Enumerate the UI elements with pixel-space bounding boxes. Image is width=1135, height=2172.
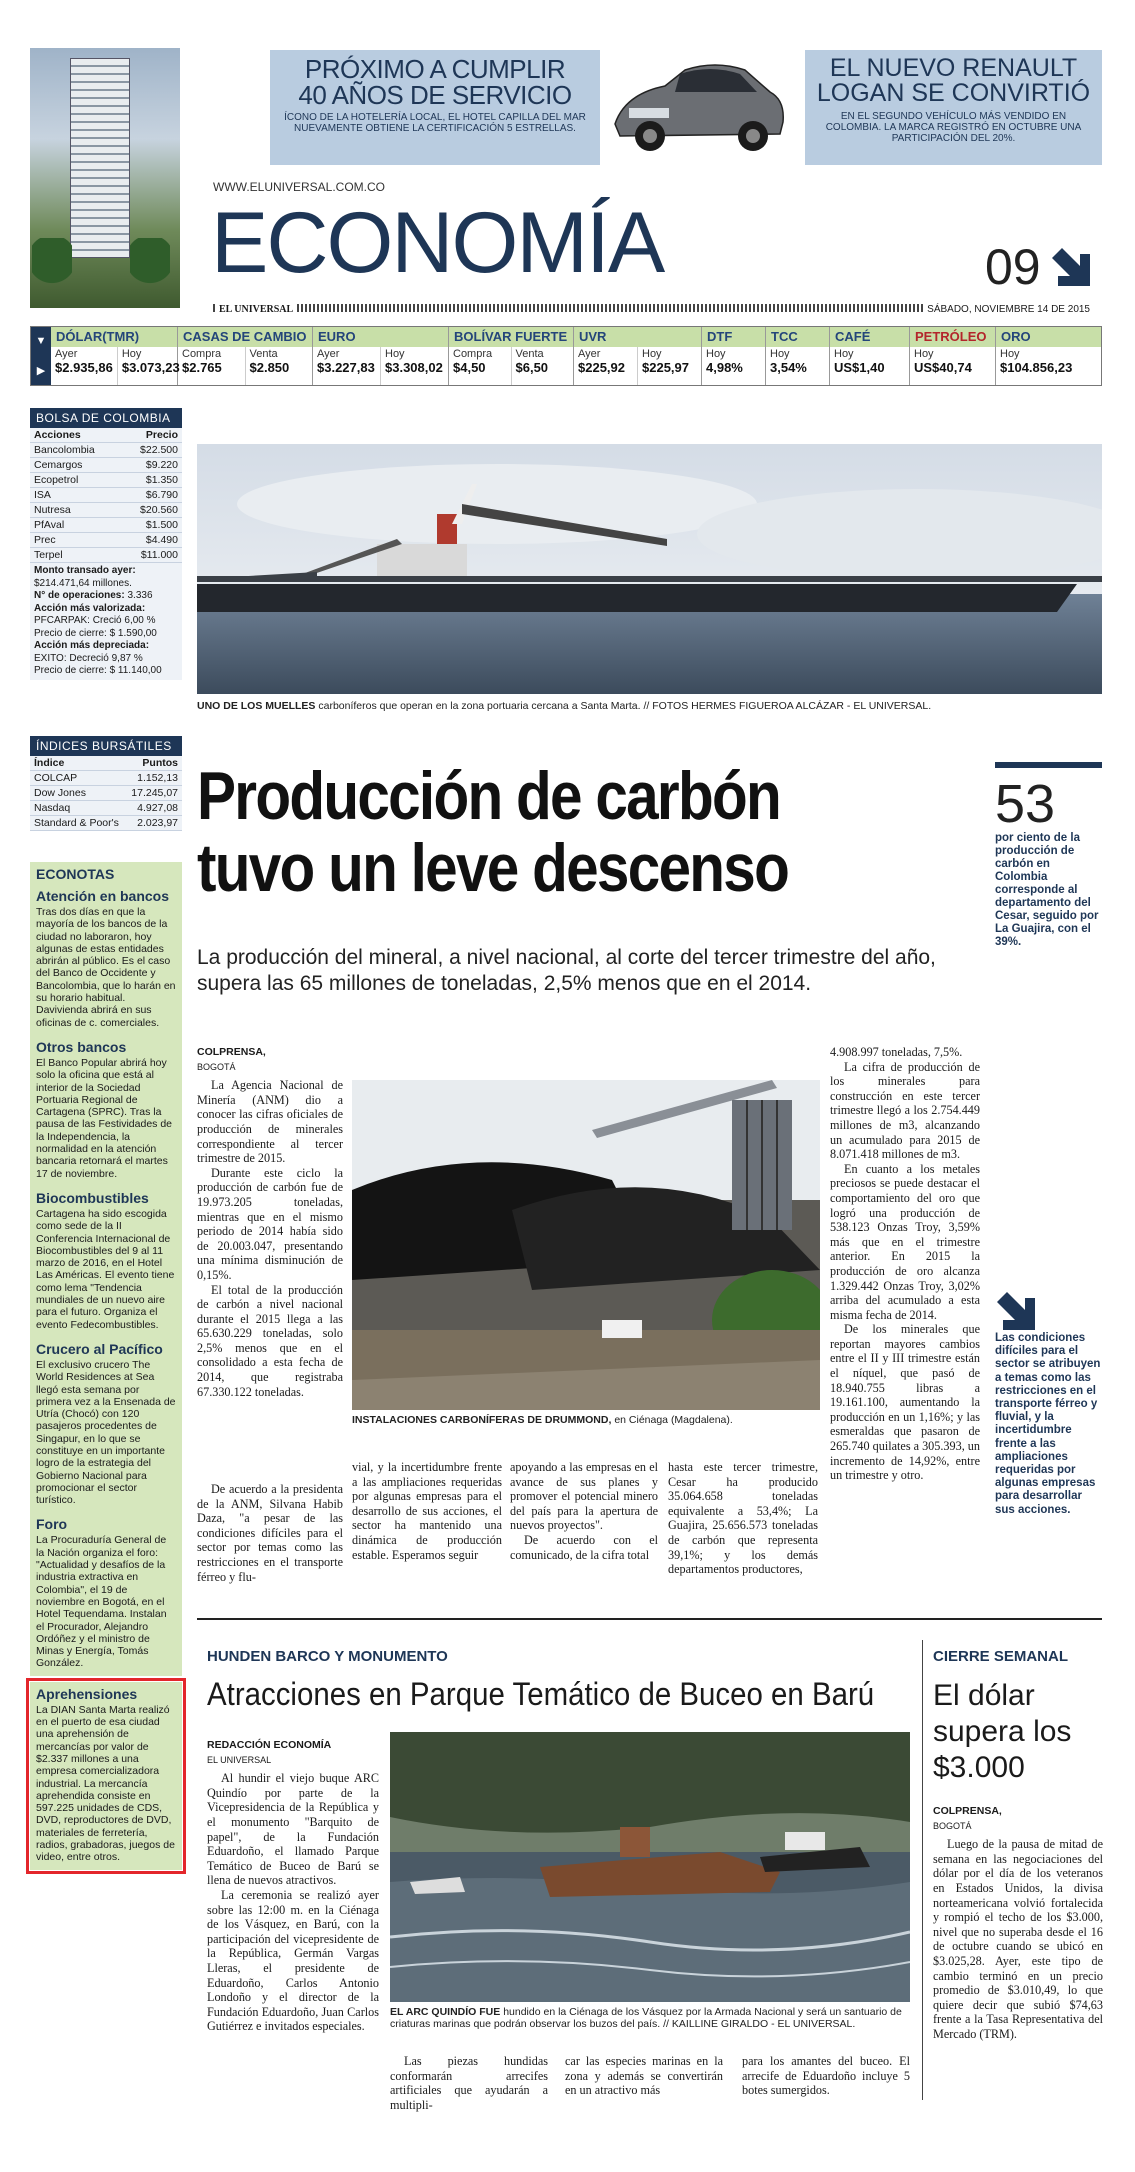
arrow-down-right-icon [1050,246,1094,290]
byline-agency: COLPRENSA, [933,1805,1002,1817]
photo3-caption [390,2006,910,2030]
byline-place: EL UNIVERSAL [207,1754,272,1765]
hotel-photo [30,48,180,308]
econotas-title: ECONOTAS [36,866,115,882]
bolsa-col-acciones: Acciones [30,428,121,443]
story3-headline-line2: supera los [933,1715,1072,1748]
ticker-dolar-head: DÓLAR(TMR) [51,327,177,347]
ticker-value: $225,92 [578,360,625,375]
ticker-label: Hoy [706,348,726,360]
paragraph: vial, y la incertidumbre frente a las ampliaciones requeridas por algunas empresas para el desarrollo de sus acciones, el sector ha mantenido una dinámica de producción estable. Esperamos seguir [352,1460,502,1562]
page-number: 09 [985,239,1041,295]
paragraph: hasta este tercer trimestre, Cesar ha producido 35.064.658 toneladas equivalente a 53,4%; La Guajira, 25.656.573 toneladas de carbón que representa 39,1%; y los demás departamentos productores, [668,1460,818,1577]
index-points: 1.152,13 [126,771,182,786]
stock-name: Cemargos [30,458,121,473]
index-name: COLCAP [30,771,126,786]
stock-price: $20.560 [121,503,182,518]
table-row [30,801,182,816]
paragraph: para los amantes del buceo. El arrecife de Eduardoño incluye 5 botes sumergidos. [742,2054,910,2098]
ticker-label: Venta [249,348,278,360]
photo3-caption-bold: EL ARC QUINDÍO FUE [390,2006,501,2018]
econotas-box [30,862,182,1870]
monto-label: Monto transado ayer: [34,565,136,576]
paper-name: EL UNIVERSAL [215,304,297,315]
index-points: 17.245,07 [126,786,182,801]
nota-text: Tras dos días en que la mayoría de los bancos de la ciudad no laboraron, hoy algunas de estas entidades abrirán al público. Es el caso del Banco de Occidente y Bancolombia, que lo harán en su horario habitual. Davivienda abrirá en sus oficinas de c. comerciales. [36,906,176,1029]
promo-renault-title-1: EL NUEVO RENAULT [829,54,1078,82]
byline-agency: REDACCIÓN ECONOMÍA [207,1739,332,1751]
ops-value: 3.336 [127,590,153,601]
main-story-col3 [510,1460,658,1562]
drummond-photo [352,1080,820,1410]
table-row [30,518,182,533]
stock-name: Ecopetrol [30,473,121,488]
indices-title: ÍNDICES BURSÁTILES [30,736,182,756]
deck-part-c: tercer trimestre del año, supera las 65 millones de toneladas, 2,5% menos que en el 2014. [197,946,936,995]
ticker-value: 4,98% [706,360,743,375]
ticker-value: 3,54% [770,360,807,375]
story3-byline [933,1804,1103,1833]
story2-col1 [207,1738,379,2034]
table-row [30,473,182,488]
stock-name: Bancolombia [30,443,121,458]
ticker-oro [996,327,1101,385]
stock-price: $9.220 [121,458,182,473]
paragraph: car las especies marinas en la zona y además se convertirán en un atractivo más [565,2054,723,2098]
stock-name: Terpel [30,548,121,563]
column-divider [922,1640,923,2100]
story2-byline [207,1738,379,1767]
ticker-label: Venta [515,348,544,360]
ticker-value: $3.073,23 [121,360,180,375]
arrow-down-right-icon [995,1290,1039,1334]
ticker-value: $225,97 [642,360,689,375]
stat-text: por ciento de la producción de carbón en Colombia corresponde al departamento del Cesar, seguido por La Guajira, con el 39%. [995,832,1099,948]
market-ticker [30,326,1102,386]
nota-aprehensiones[interactable] [30,1682,182,1870]
nota-heading: Crucero al Pacífico [36,1340,163,1357]
story2-kicker: HUNDEN BARCO Y MONUMENTO [207,1648,448,1665]
ticker-value: $6,50 [515,360,549,375]
main-story-col5 [830,1045,980,1483]
indices-box [30,736,182,831]
ticker-label: Hoy [834,348,854,360]
bolsa-summary [30,563,182,680]
paragraph: La Agencia Nacional de Minería (ANM) dio a conocer las cifras oficiales de producción de minerales correspondiente al tercer trimestre de 2015. [197,1078,343,1166]
paragraph: Luego de la pausa de mitad de semana en las negociaciones del dólar por el día de los veteranos en Estados Unidos, la divisa norteamericana volvió fortalecida y rompió el techo de los $3.000, nivel que no superaba desde el 16 de octubre cuando se ubicó en $3.025,28. Ayer, este tipo de cambio terminó en un precio promedio de $3.010,49, lo que quiere decir que subió $74,63 frente a la Tasa Representativa del Mercado (TRM). [933,1837,1103,2041]
stock-name: Prec [30,533,121,548]
story3-headline-line3: $3.000 [933,1751,1025,1784]
ticker-casas [178,327,313,385]
ticker-bolivar-head: BOLÍVAR FUERTE [449,327,573,347]
main-headline [197,760,876,904]
story2-col3 [565,2054,723,2098]
paragraph: Durante este ciclo la producción de carbón fue de 19.973.205 toneladas, mientras que en el mismo periodo de 2014 había sido de 20.003.047, presentando una mínima disminución de 0,15%. [197,1165,343,1282]
stock-price: $11.000 [121,548,182,563]
ticker-label: Compra [182,348,222,360]
table-row [30,458,182,473]
indices-col-puntos: Puntos [126,756,182,771]
valorizada-cierre: Precio de cierre: $ 1.590,00 [34,627,157,639]
byline-place: BOGOTÁ [933,1820,972,1831]
photo1-caption-text: carboníferos que operan en la zona portuaria cercana a Santa Marta. // FOTOS HERMES FIGUEROA ALCÁZAR - EL UNIVERSAL. [318,700,932,712]
photo2-caption [352,1414,820,1426]
indices-col-indice: Índice [30,756,126,771]
story-divider [197,1618,1102,1620]
ticker-label: Hoy [770,348,790,360]
main-story-col1 [197,1045,343,1399]
ticker-cafe [830,327,910,385]
index-points: 2.023,97 [126,816,182,831]
ticker-petroleo-head: PETRÓLEO [910,327,995,347]
paragraph: El total de la producción de carbón a nivel nacional durante el 2015 llega a las 65.630.229 toneladas, solo 2,5% menos que en el consolidado a esta fecha de 2014, que registraba 67.330.122 toneladas. [197,1282,343,1399]
main-story-col2 [352,1460,502,1562]
story2-col4 [742,2054,910,2098]
nota-heading: Foro [36,1516,68,1533]
ticker-value: $4,50 [453,360,486,375]
top-banner [30,48,1102,168]
ticker-label: Ayer [317,348,340,360]
ticker-uvr [574,327,702,385]
nota-text: La Procuraduría General de la Nación organiza el foro: "Actualidad y desafíos de la industria extractiva en Colombia", el 19 de noviembre en Bogotá, en el Hotel Tequendama. Instalan el Procurador, Alejandro Ordóñez y el ministro de Minas y Energía, Tomás González. [36,1534,167,1670]
table-row [30,488,182,503]
ticker-uvr-head: UVR [574,327,701,347]
table-row [30,816,182,831]
stock-price: $1.500 [121,518,182,533]
paragraph: De los minerales que reportan mayores cambios entre el II y III trimestre están el níquel, que pasó de 18.940.755 libras a 19.161.100, aumentando la producción en un 1,16%; y las esmeraldas que pasaron de 265.740 quilates a 305.393, un incremento de 14,92%, entre un trimestre y otro. [830,1322,980,1483]
ticker-dolar [51,327,178,385]
nota-heading: Otros bancos [36,1038,127,1055]
indices-table [30,756,182,831]
photo1-caption-bold: UNO DE LOS MUELLES [197,700,316,712]
paragraph: 4.908.997 toneladas, 7,5%. [830,1045,963,1059]
ticker-petroleo [910,327,996,385]
nota-text: El Banco Popular abrirá hoy solo la oficina que está al interior de la Sociedad Portuaria Regional de Cartagena (SPRC). Tras la pausa de las Festividades de la Independencia, la normalidad en la atención bancaria retornará el martes 17 de noviembre. [36,1056,173,1180]
paragraph: La cifra de producción de los minerales para construcción en este tercer trimestre llegó a los 2.754.449 millones de m3, alcanzando un acumulado para 2015 de 8.071.418 millones de m3. [830,1059,980,1162]
ticker-label: Hoy [642,348,662,360]
main-story-col4 [668,1460,818,1577]
nota-text: La DIAN Santa Marta realizó en el puerto de esa ciudad una aprehensión de mercancías por valor de $2.337 millones a una empresa comercializadora industrial. La mercancía aprehendida consiste en 597.225 unidades de CDS, DVD, reproductores de DVD, materiales de ferretería, radios, grabadoras, juegos de video, entre otros. [36,1703,175,1864]
ticker-label: Hoy [385,348,405,360]
promo-hotel-text: ÍCONO DE LA HOTELERÍA LOCAL, EL HOTEL CAPILLA DEL MAR NUEVAMENTE OBTIENE LA CERTIFICACIÓN 5 ESTRELLAS. [284,112,586,134]
ticker-value: US$1,40 [834,360,885,375]
stock-name: ISA [30,488,121,503]
ticker-value: $104.856,23 [1000,360,1073,375]
index-name: Nasdaq [30,801,126,816]
section-header [185,168,1102,318]
story3-kicker: CIERRE SEMANAL [933,1648,1069,1665]
ticker-value: $3.227,83 [317,360,375,375]
table-row [30,771,182,786]
stat-box [995,762,1102,949]
promo-hotel-title-1: PRÓXIMO A CUMPLIR [304,54,566,84]
bolsa-box [30,408,182,680]
byline-agency: COLPRENSA, [197,1046,266,1058]
ticker-euro [313,327,449,385]
index-points: 4.927,08 [126,801,182,816]
deck-part-a: La producción del mineral, [197,946,444,969]
arrow-down-icon: ▼ [35,335,47,348]
paragraph: De acuerdo a la presidenta de la ANM, Silvana Habib Daza, "a pesar de las condiciones difíciles para el sector por temas como las restricciones en el transporte férreo y flu- [197,1482,343,1584]
promo-hotel-title-2: 40 AÑOS DE SERVICIO [298,80,572,110]
stock-name: Nutresa [30,503,121,518]
ticker-value: $3.308,02 [385,360,443,375]
econotas-top [30,862,182,1676]
ticker-oro-head: ORO [996,327,1101,347]
depreciada-label: Acción más depreciada: [34,640,150,651]
photo3-caption-text: hundido en la Ciénaga de los Vásquez por la Armada Nacional y será un santuario de criaturas marinas que podrán observar los buzos del país. // KAILLINE GIRALDO - EL UNIVERSAL. [390,2006,902,2030]
ticker-cafe-head: CAFÉ [830,327,909,347]
ticker-label: Hoy [914,348,934,360]
stock-price: $4.490 [121,533,182,548]
ops-label: N° de operaciones: [34,590,125,601]
index-name: Dow Jones [30,786,126,801]
issue-date: SÁBADO, NOVIEMBRE 14 DE 2015 [923,304,1094,315]
paragraph: En cuanto a los metales preciosos se puede destacar el comportamiento del oro que logró una producción de 538.123 Onzas Troy, 3,59% más que en el trimestre anterior. En 2015 la producción de oro alcanza 1.329.442 Onzas Troy, 3,02% arriba del acumulado a esta misma fecha de 2014. [830,1161,980,1322]
arrow-right-icon: ▶ [36,364,46,377]
pull-quote-text: Las condiciones difíciles para el sector se atribuyen a temas como las restricciones en el transporte férreo y fluvial, y la incertidumbre frente a las ampliaciones requeridas por algunas empresas para desarrollar sus acciones. [995,1332,1101,1516]
nota-text: El exclusivo crucero The World Residences at Sea llegó esta semana por primera vez a la Ensenada de Utría (Chocó) con 120 pasajeros procedentes de Singapur, en lo que se constituye en un importante logro de la estrategia del Gobierno Nacional para promocionar el sector turístico. [36,1358,176,1507]
valorizada-value: PFCARPAK: Creció 6,00 % [34,615,156,626]
bolsa-title: BOLSA DE COLOMBIA [30,408,182,428]
nota-text: Cartagena ha sido escogida como sede de la II Conferencia Internacional de Biocombustibles del 9 al 11 marzo de 2016, en el Hotel Las Américas. El evento tiene como lema "Tendencia mundiales de un nuevo aire para el futuro. Organiza el evento Fedecombustibles. [36,1207,175,1331]
depreciada-cierre: Precio de cierre: $ 11.140,00 [34,665,162,676]
table-row [30,786,182,801]
paragraph: De acuerdo con el comunicado, de la cifra total [510,1532,658,1562]
section-title: ECONOMÍA [211,195,664,291]
stock-price: $1.350 [121,473,182,488]
ticker-tcc-head: TCC [766,327,829,347]
deck-part-b: a nivel nacional, al corte del [443,946,715,969]
ticker-dtf-head: DTF [702,327,765,347]
story2-headline: Atracciones en Parque Temático de Buceo en Barú [207,1676,875,1712]
nota-heading: Biocombustibles [36,1189,149,1206]
story2-col2 [390,2054,548,2112]
ticker-label: Ayer [578,348,601,360]
car-photo [605,52,790,162]
paragraph: apoyando a las empresas en el avance de sus planes y promover el potencial minero del país para la apertura de nuevos proyectos". [510,1460,658,1533]
photo2-caption-text: en Ciénaga (Magdalena). [614,1414,733,1426]
ticker-label: Hoy [1000,348,1020,360]
main-headline-line1: Producción de carbón [197,758,780,834]
story3-body [933,1804,1103,2042]
pull-quote [995,1332,1102,1517]
story3-headline [933,1678,1108,1786]
stock-price: $6.790 [121,488,182,503]
ticker-label: Hoy [121,348,142,360]
promo-renault[interactable] [805,50,1102,165]
table-row [30,443,182,458]
main-headline-line2: tuvo un leve descenso [197,830,789,906]
promo-renault-text: EN EL SEGUNDO VEHÍCULO MÁS VENDIDO EN COLOMBIA. LA MARCA REGISTRÓ EN OCTUBRE UNA PARTICIPACIÓN DEL 20%. [825,111,1082,144]
coal-port-photo [197,444,1102,694]
valorizada-label: Acción más valorizada: [34,602,146,614]
main-story-col1b [197,1482,343,1584]
paragraph: Las piezas hundidas conformarán arrecifes artificiales que ayudarán a multipli- [390,2054,548,2112]
ticker-value: $2.765 [182,360,222,375]
ticker-label: Ayer [55,348,78,360]
bolsa-table [30,428,182,563]
ticker-tcc [766,327,830,385]
table-row [30,533,182,548]
ticker-bolivar [449,327,574,385]
ticker-euro-head: EURO [313,327,448,347]
index-name: Standard & Poor's [30,816,126,831]
ticker-value: US$40,74 [914,360,972,375]
promo-renault-title-2: LOGAN SE CONVIRTIÓ [816,79,1091,107]
ticker-value: $2.850 [249,360,290,375]
ticker-arrows [31,327,51,385]
nota-heading: Aprehensiones [36,1685,138,1702]
paragraph: Al hundir el viejo buque ARC Quindío por parte de la Vicepresidencia de la República y el monumento "Barquito de papel", de la Fundación Eduardoño, el llamado Parque Temático de Buceo de Barú se llena de nuevos atractivos. [207,1771,379,1888]
ticker-label: Compra [453,348,493,360]
promo-hotel[interactable] [270,50,600,165]
paragraph: La ceremonia se realizó ayer sobre las 12:00 m. en la Ciénaga de los Vásquez, en Barú, con la participación del vicepresidente de la República, Germán Vargas Lleras, el presidente de Eduardoño, Carlos Antonio Londoño y el director de la Fundación Eduardoño, Juan Carlos Gutiérrez e invitados especiales. [207,1887,379,2034]
site-url[interactable]: WWW.ELUNIVERSAL.COM.CO [213,180,386,194]
nota-heading: Atención en bancos [36,888,170,904]
stat-number: 53 [995,774,1056,834]
byline-place: BOGOTÁ [197,1061,236,1072]
monto-value: $214.471,64 millones. [34,577,132,589]
photo1-caption [197,700,1102,712]
main-byline [197,1045,343,1074]
ticker-value: $2.935,86 [55,360,113,375]
table-row [30,503,182,518]
bolsa-col-precio: Precio [121,428,182,443]
stock-price: $22.500 [121,443,182,458]
ticker-casas-head: CASAS DE CAMBIO [178,327,312,347]
depreciada-value: EXITO: Decreció 9,87 % [34,652,143,664]
ticker-dtf [702,327,766,385]
stock-name: PfAval [30,518,121,533]
main-deck [197,945,987,997]
ship-sinking-photo [390,1732,910,2002]
table-row [30,548,182,563]
story3-headline-line1: El dólar [933,1679,1035,1712]
photo2-caption-bold: INSTALACIONES CARBONÍFERAS DE DRUMMOND, [352,1414,612,1426]
